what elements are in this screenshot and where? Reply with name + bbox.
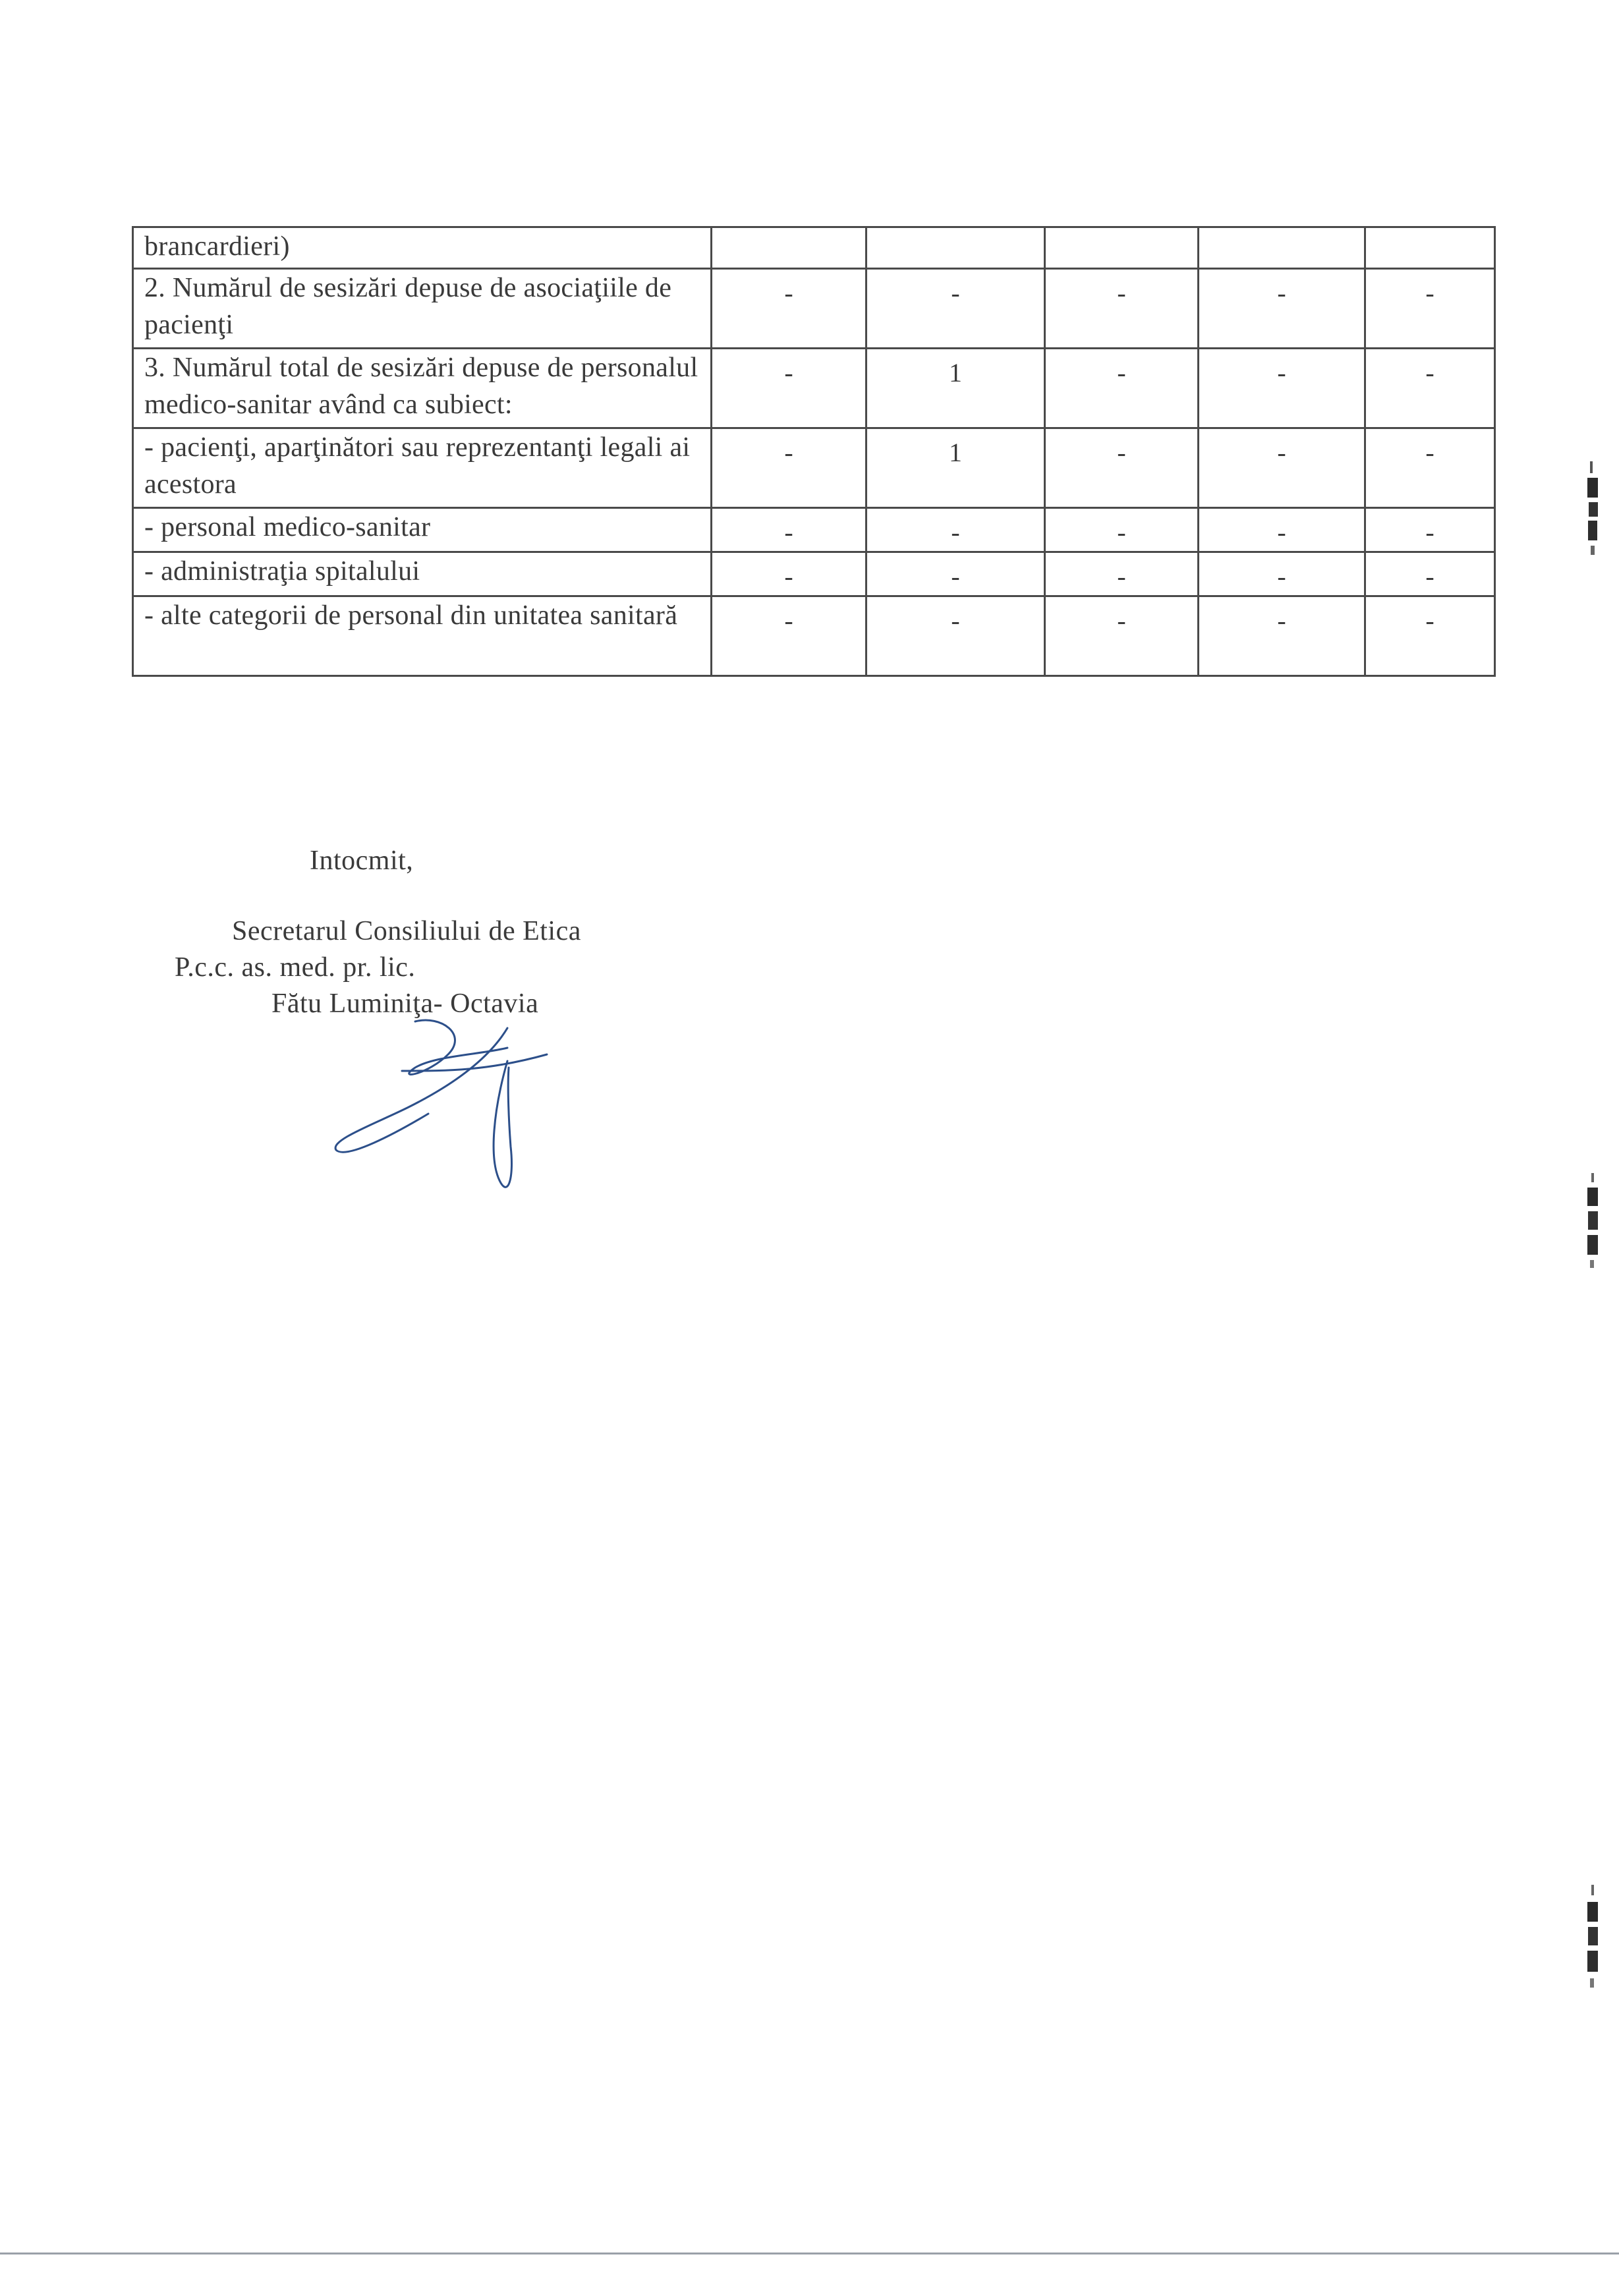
table-cell: -: [1199, 596, 1365, 676]
row-label: - administraţia spitalului: [133, 552, 712, 596]
row-label: 2. Numărul de sesizări depuse de asociaţiile de pacienţi: [133, 269, 712, 349]
row-label: - personal medico-sanitar: [133, 508, 712, 552]
table-cell: -: [712, 552, 866, 596]
table-cell: -: [866, 269, 1045, 349]
table-cell: -: [1365, 508, 1495, 552]
table-cell: [712, 227, 866, 269]
table-row: [133, 508, 1495, 552]
table-cell: [1365, 227, 1495, 269]
table-cell: 1: [866, 349, 1045, 428]
table-cell: -: [866, 552, 1045, 596]
table-cell: -: [712, 269, 866, 349]
table-cell: -: [1199, 508, 1365, 552]
signer-role: Secretarul Consiliului de Etica: [232, 916, 581, 946]
table-row: [133, 428, 1495, 508]
table-cell: -: [1045, 428, 1199, 508]
table-cell: -: [712, 596, 866, 676]
table-cell: -: [1365, 428, 1495, 508]
signer-title: P.c.c. as. med. pr. lic.: [175, 952, 416, 983]
table-cell: -: [866, 508, 1045, 552]
table-cell: [1045, 227, 1199, 269]
scan-edge-line: [0, 2253, 1619, 2254]
table-cell: 1: [866, 428, 1045, 508]
scan-artifact: [1585, 461, 1602, 567]
complaints-table: [132, 226, 1496, 677]
table-row: [133, 552, 1495, 596]
signer-name: Fătu Luminiţa- Octavia: [271, 989, 539, 1019]
scan-artifact: [1585, 1885, 1602, 2003]
table-cell: -: [1365, 269, 1495, 349]
table-cell: -: [1365, 349, 1495, 428]
table-cell: [866, 227, 1045, 269]
table-cell: [1199, 227, 1365, 269]
table-cell: -: [1365, 552, 1495, 596]
table-row: [133, 227, 1495, 269]
table-cell: -: [712, 349, 866, 428]
table-row: [133, 269, 1495, 349]
table-cell: -: [1045, 508, 1199, 552]
table-cell: -: [1199, 428, 1365, 508]
table-cell: -: [1045, 269, 1199, 349]
row-label: - pacienţi, aparţinători sau reprezentanţi legali ai acestora: [133, 428, 712, 508]
table-cell: -: [1199, 349, 1365, 428]
table-row: [133, 596, 1495, 676]
table-cell: -: [1199, 269, 1365, 349]
table-cell: -: [866, 596, 1045, 676]
prepared-by-label: Intocmit,: [310, 846, 414, 876]
table-row: [133, 349, 1495, 428]
table-cell: -: [712, 508, 866, 552]
table-cell: -: [1199, 552, 1365, 596]
table-cell: -: [1045, 596, 1199, 676]
row-label: brancardieri): [133, 227, 712, 269]
table-cell: -: [1045, 349, 1199, 428]
scan-artifact: [1585, 1173, 1602, 1278]
table-cell: -: [1045, 552, 1199, 596]
handwritten-signature: [316, 1008, 567, 1206]
table-cell: -: [1365, 596, 1495, 676]
row-label: - alte categorii de personal din unitatea sanitară: [133, 596, 712, 676]
table-cell: -: [712, 428, 866, 508]
row-label: 3. Numărul total de sesizări depuse de personalul medico-sanitar având ca subiect:: [133, 349, 712, 428]
